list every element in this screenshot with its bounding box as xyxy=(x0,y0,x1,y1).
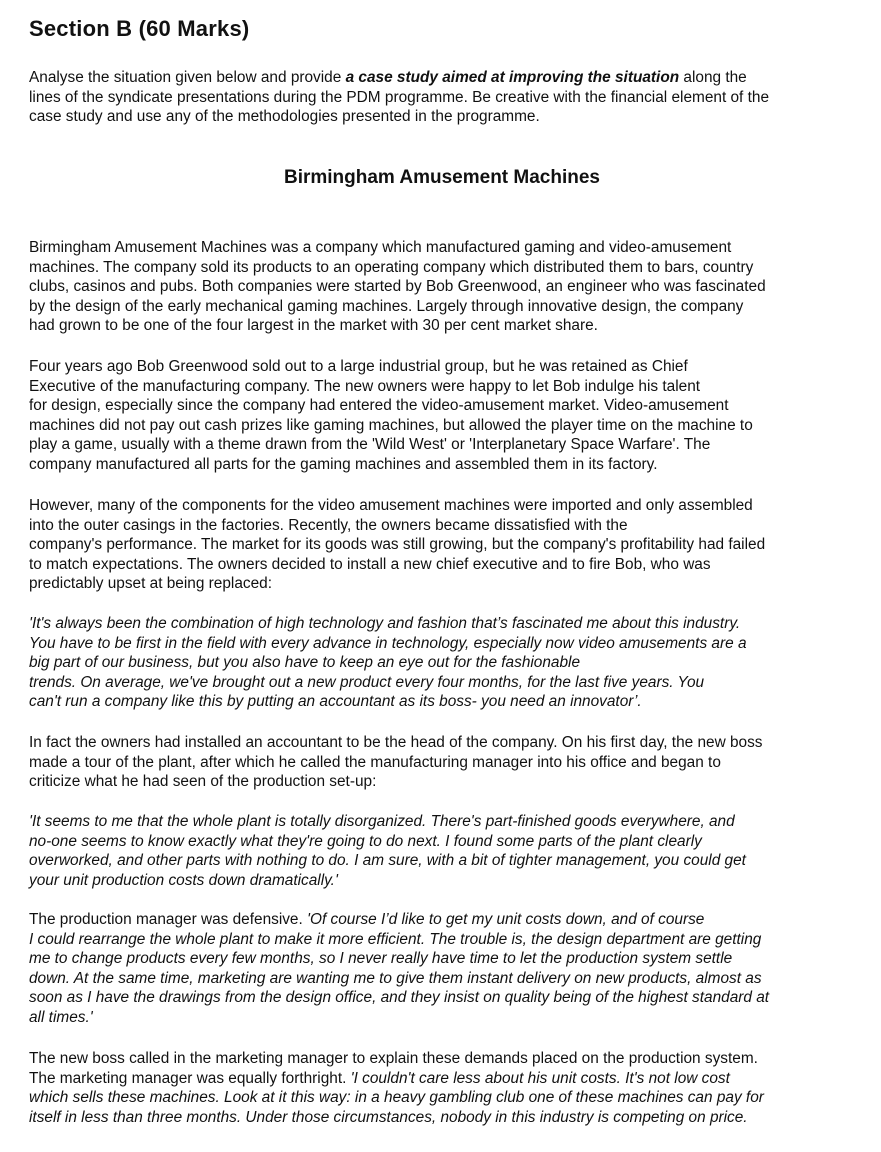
quote-line: You have to be first in the field with every advance in technology, especially now video amusements are a xyxy=(29,634,747,652)
case-study-title: Birmingham Amusement Machines xyxy=(283,167,601,188)
instructions-paragraph xyxy=(29,68,859,127)
text-line: play a game, usually with a theme drawn from the 'Wild West' or 'Interplanetary Space Warfare'. The xyxy=(29,436,711,454)
quote-line: soon as I have the drawings from the design office, and they insist on quality being of the highest standard at xyxy=(29,989,770,1007)
text-line: clubs, casinos and pubs. Both companies were started by Bob Greenwood, an engineer who was fascinated xyxy=(29,278,766,296)
quote-line: itself in less than three months. Under those circumstances, nobody in this industry is competing on price. xyxy=(29,1108,748,1126)
quote-line: 'It seems to me that the whole plant is totally disorganized. There's part-finished goods everywhere, and xyxy=(29,813,735,830)
instructions-line: lines of the syndicate presentations during the PDM programme. Be creative with the financial element of the xyxy=(29,88,769,106)
text-line: In fact the owners had installed an accountant to be the head of the company. On his first day, the new boss xyxy=(29,734,763,751)
quote-line: me to change products every few months, so I never really have time to let the production system settle xyxy=(29,950,733,968)
quote-line: 'It's always been the combination of high technology and fashion that’s fascinated me about this industry. xyxy=(29,615,741,632)
text-line: criticize what he had seen of the production set-up: xyxy=(29,773,377,791)
text-line: into the outer casings in the factories. Recently, the owners became dissatisfied with the xyxy=(29,516,628,534)
quote-line: I could rearrange the whole plant to make it more efficient. The trouble is, the design department are getting xyxy=(29,930,762,948)
quote-line: your unit production costs down dramatically.' xyxy=(29,871,338,889)
text-line: The marketing manager was equally forthright. 'I couldn't care less about his unit costs. It's not low cost xyxy=(29,1069,730,1087)
section-heading: Section B (60 Marks) xyxy=(29,16,250,41)
emphasis-text: a case study aimed at improving the situation xyxy=(345,69,680,86)
quote-line: overworked, and other parts with nothing to do. I am sure, with a bit of tighter management, you could get xyxy=(29,852,746,870)
paragraph-4 xyxy=(29,733,859,792)
text-line: Four years ago Bob Greenwood sold out to a large industrial group, but he was retained as Chief xyxy=(29,358,688,375)
quote-line: trends. On average, we've brought out a new product every four months, for the last five years. You xyxy=(29,673,705,691)
text-line: Executive of the manufacturing company. The new owners were happy to let Bob indulge his talent xyxy=(29,377,701,395)
text-line: machines. The company sold its products to an operating company which distributed them to bars, country xyxy=(29,258,754,276)
instructions-line: Analyse the situation given below and provide a case study aimed at improving the situation along the xyxy=(29,69,747,86)
paragraph-6 xyxy=(29,1049,859,1127)
text-line: for design, especially since the company had entered the video-amusement market. Video-amusement xyxy=(29,397,729,415)
text-line: predictably upset at being replaced: xyxy=(29,575,272,593)
quote-line: all times.' xyxy=(29,1008,93,1026)
quote-bob xyxy=(29,614,859,712)
text-line: company manufactured all parts for the gaming machines and assembled them in its factory. xyxy=(29,455,658,473)
instructions-line: case study and use any of the methodologies presented in the programme. xyxy=(29,108,540,126)
text-line: to match expectations. The owners decided to install a new chief executive and to fire Bob, who was xyxy=(29,555,711,573)
paragraph-1 xyxy=(29,238,859,336)
paragraph-3 xyxy=(29,496,859,594)
text-line: The new boss called in the marketing manager to explain these demands placed on the production system. xyxy=(29,1050,758,1067)
quote-new-boss xyxy=(29,812,859,890)
quote-line: big part of our business, but you also have to keep an eye out for the fashionable xyxy=(29,654,581,672)
text-line: machines did not pay out cash prizes like gaming machines, but allowed the player time on the machine to xyxy=(29,416,753,434)
text-line: company's performance. The market for its goods was still growing, but the company's profitability had failed xyxy=(29,536,766,554)
quote-line: which sells these machines. Look at it this way: in a heavy gambling club one of these machines can pay for xyxy=(29,1089,764,1107)
paragraph-5 xyxy=(29,910,859,1028)
quote-line: can't run a company like this by putting an accountant as its boss- you need an innovator’. xyxy=(29,693,642,711)
quote-line: no-one seems to know exactly what they're going to do next. I found some parts of the plant clearly xyxy=(29,832,702,850)
text-line: The production manager was defensive. 'Of course I’d like to get my unit costs down, and of course xyxy=(29,911,705,928)
text-line: However, many of the components for the video amusement machines were imported and only assembled xyxy=(29,497,753,514)
text-line: had grown to be one of the four largest in the market with 30 per cent market share. xyxy=(29,317,598,335)
quote-line: down. At the same time, marketing are wanting me to give them instant delivery on new products, almost as xyxy=(29,969,762,987)
text-line: Birmingham Amusement Machines was a company which manufactured gaming and video-amusement xyxy=(29,239,732,256)
text-line: by the design of the early mechanical gaming machines. Largely through innovative design, the company xyxy=(29,297,744,315)
text-line: made a tour of the plant, after which he called the manufacturing manager into his office and began to xyxy=(29,753,721,771)
paragraph-2 xyxy=(29,357,859,475)
